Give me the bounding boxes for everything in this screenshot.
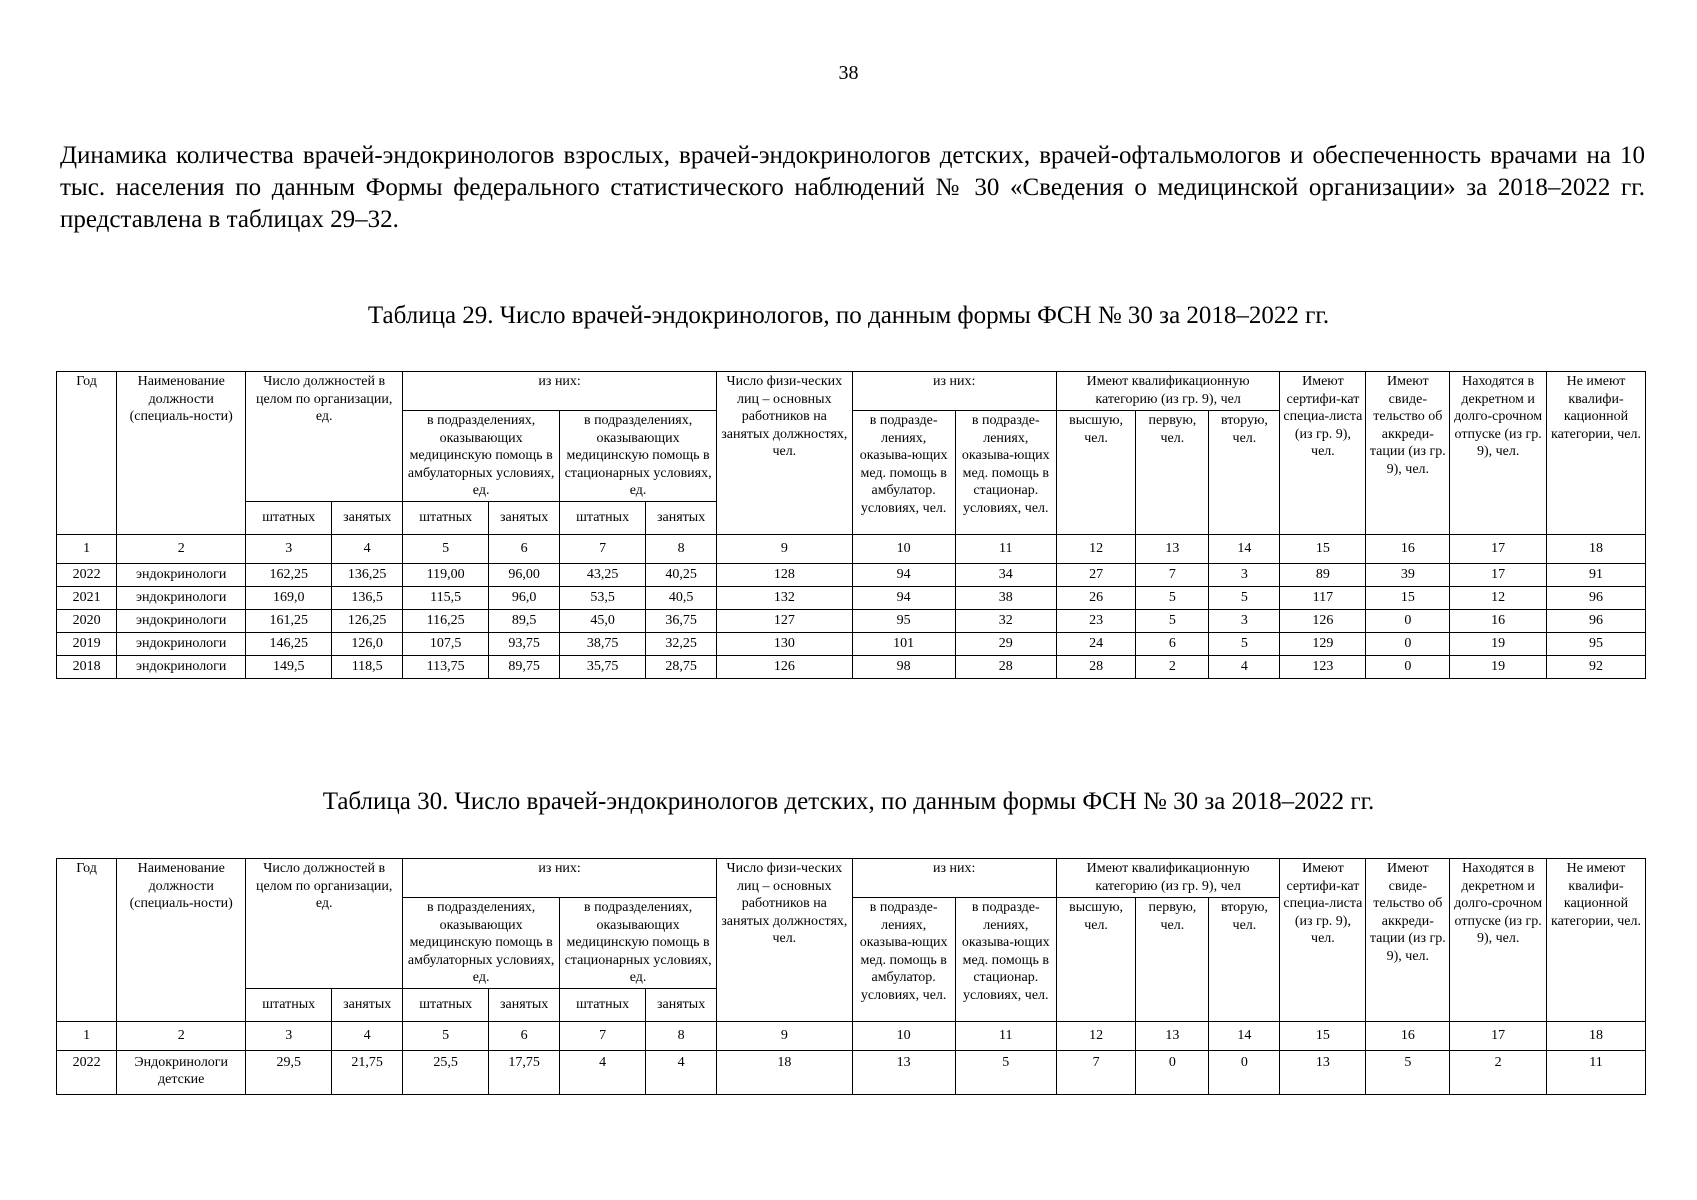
header-qual-category: Имеют квалификационную категорию (из гр. 9), чел	[1056, 372, 1280, 411]
value-cell: 0	[1366, 609, 1450, 632]
header-first: первую, чел.	[1136, 411, 1209, 535]
value-cell: 126,25	[332, 609, 403, 632]
header-occupied: занятых	[332, 501, 403, 534]
value-cell: 32	[955, 609, 1056, 632]
header-occupied: занятых	[489, 501, 560, 534]
value-cell: 101	[852, 632, 955, 655]
value-cell: 127	[717, 609, 852, 632]
column-number-cell: 17	[1450, 1021, 1547, 1050]
header-position: Наименование должности (специаль-ности)	[117, 859, 246, 1022]
column-number-cell: 14	[1209, 534, 1280, 563]
header-occupied: занятых	[489, 988, 560, 1021]
value-cell: 118,5	[332, 655, 403, 678]
column-number-cell: 10	[852, 534, 955, 563]
header-subdiv-inpatient: в подразделениях, оказывающих медицинскую помощь в стационарных условиях, ед.	[560, 411, 717, 502]
column-number-cell: 3	[246, 1021, 332, 1050]
value-cell: 162,25	[246, 563, 332, 586]
header-subdiv-outpatient: в подразделениях, оказывающих медицинскую помощь в амбулаторных условиях, ед.	[403, 411, 560, 502]
value-cell: 0	[1366, 632, 1450, 655]
value-cell: 95	[852, 609, 955, 632]
value-cell: 107,5	[403, 632, 489, 655]
value-cell: 27	[1056, 563, 1136, 586]
header-position: Наименование должности (специаль-ности)	[117, 372, 246, 535]
column-number-cell: 12	[1056, 1021, 1136, 1050]
value-cell: 39	[1366, 563, 1450, 586]
value-cell: 5	[1209, 632, 1280, 655]
value-cell: 7	[1136, 563, 1209, 586]
column-number-cell: 11	[955, 534, 1056, 563]
header-pers-outpatient: в подразде-лениях, оказыва-ющих мед. помощь в амбулатор. условиях, чел.	[852, 898, 955, 1022]
header-staff: штатных	[403, 988, 489, 1021]
value-cell: 136,5	[332, 586, 403, 609]
header-subdiv-inpatient: в подразделениях, оказывающих медицинскую помощь в стационарных условиях, ед.	[560, 898, 717, 989]
header-pers-outpatient: в подразде-лениях, оказыва-ющих мед. помощь в амбулатор. условиях, чел.	[852, 411, 955, 535]
value-cell: 96,00	[489, 563, 560, 586]
value-cell: 115,5	[403, 586, 489, 609]
value-cell: 93,75	[489, 632, 560, 655]
column-number-cell: 14	[1209, 1021, 1280, 1050]
value-cell: 94	[852, 563, 955, 586]
value-cell: 129	[1280, 632, 1366, 655]
column-number-cell: 9	[717, 534, 852, 563]
value-cell: 24	[1056, 632, 1136, 655]
value-cell: 28,75	[646, 655, 717, 678]
value-cell: 13	[852, 1050, 955, 1094]
header-leave: Находятся в декретном и долго-срочном отпуске (из гр. 9), чел.	[1450, 372, 1547, 535]
position-cell: Эндокринологи детские	[117, 1050, 246, 1094]
header-physical-persons: Число физи-ческих лиц – основных работников на занятых должностях, чел.	[717, 372, 852, 535]
year-cell: 2020	[57, 609, 117, 632]
year-cell: 2019	[57, 632, 117, 655]
value-cell: 17,75	[489, 1050, 560, 1094]
header-occupied: занятых	[332, 988, 403, 1021]
column-number-cell: 4	[332, 534, 403, 563]
value-cell: 4	[560, 1050, 646, 1094]
value-cell: 25,5	[403, 1050, 489, 1094]
value-cell: 132	[717, 586, 852, 609]
header-no-category: Не имеют квалифи-кационной категории, чел.	[1547, 859, 1646, 1022]
header-staff: штатных	[246, 501, 332, 534]
position-cell: эндокринологи	[117, 609, 246, 632]
column-number-cell: 18	[1547, 1021, 1646, 1050]
header-highest: высшую, чел.	[1056, 898, 1136, 1022]
column-number-cell: 3	[246, 534, 332, 563]
column-number-cell: 13	[1136, 1021, 1209, 1050]
table-row	[57, 1050, 1646, 1094]
header-staff: штатных	[246, 988, 332, 1021]
value-cell: 23	[1056, 609, 1136, 632]
value-cell: 15	[1366, 586, 1450, 609]
value-cell: 36,75	[646, 609, 717, 632]
column-number-cell: 17	[1450, 534, 1547, 563]
value-cell: 117	[1280, 586, 1366, 609]
value-cell: 43,25	[560, 563, 646, 586]
value-cell: 29	[955, 632, 1056, 655]
value-cell: 5	[1209, 586, 1280, 609]
header-certificate: Имеют сертифи-кат специа-листа (из гр. 9), чел.	[1280, 859, 1366, 1022]
value-cell: 96,0	[489, 586, 560, 609]
value-cell: 53,5	[560, 586, 646, 609]
value-cell: 5	[955, 1050, 1056, 1094]
table-row	[57, 655, 1646, 678]
value-cell: 96	[1547, 609, 1646, 632]
position-cell: эндокринологи	[117, 563, 246, 586]
header-staff: штатных	[560, 501, 646, 534]
value-cell: 94	[852, 586, 955, 609]
column-number-cell: 8	[646, 1021, 717, 1050]
value-cell: 29,5	[246, 1050, 332, 1094]
column-number-row	[57, 1021, 1646, 1050]
column-number-cell: 12	[1056, 534, 1136, 563]
header-certificate: Имеют сертифи-кат специа-листа (из гр. 9), чел.	[1280, 372, 1366, 535]
value-cell: 35,75	[560, 655, 646, 678]
header-subdiv-outpatient: в подразделениях, оказывающих медицинскую помощь в амбулаторных условиях, ед.	[403, 898, 560, 989]
header-second: вторую, чел.	[1209, 898, 1280, 1022]
column-number-row	[57, 534, 1646, 563]
header-occupied: занятых	[646, 501, 717, 534]
value-cell: 98	[852, 655, 955, 678]
value-cell: 96	[1547, 586, 1646, 609]
header-pers-inpatient: в подразде-лениях, оказыва-ющих мед. помощь в стационар. условиях, чел.	[955, 411, 1056, 535]
header-first: первую, чел.	[1136, 898, 1209, 1022]
column-number-cell: 2	[117, 1021, 246, 1050]
value-cell: 146,25	[246, 632, 332, 655]
column-number-cell: 7	[560, 534, 646, 563]
value-cell: 126,0	[332, 632, 403, 655]
header-posts-total: Число должностей в целом по организации, ед.	[246, 859, 403, 989]
header-no-category: Не имеют квалифи-кационной категории, чел.	[1547, 372, 1646, 535]
column-number-cell: 2	[117, 534, 246, 563]
value-cell: 16	[1450, 609, 1547, 632]
column-number-cell: 10	[852, 1021, 955, 1050]
header-accreditation: Имеют свиде-тельство об аккреди-тации (из гр. 9), чел.	[1366, 859, 1450, 1022]
position-cell: эндокринологи	[117, 655, 246, 678]
column-number-cell: 11	[955, 1021, 1056, 1050]
column-number-cell: 7	[560, 1021, 646, 1050]
value-cell: 38	[955, 586, 1056, 609]
value-cell: 40,5	[646, 586, 717, 609]
column-number-cell: 13	[1136, 534, 1209, 563]
column-number-cell: 1	[57, 1021, 117, 1050]
table-29-caption: Таблица 29. Число врачей-эндокринологов, по данным формы ФСН № 30 за 2018–2022 гг.	[367, 302, 1330, 329]
value-cell: 32,25	[646, 632, 717, 655]
value-cell: 92	[1547, 655, 1646, 678]
intro-paragraph: Динамика количества врачей-эндокринологов взрослых, врачей-эндокринологов детских, врачей-офтальмологов и обеспеченность врачами на 10 тыс. населения по данным Формы федерального статистического наблюдений № 30 «Сведения о медицинской организации» за 2018–2022 гг. представлена в таблицах 29–32.	[60, 142, 1645, 233]
value-cell: 161,25	[246, 609, 332, 632]
header-accreditation: Имеют свиде-тельство об аккреди-тации (из гр. 9), чел.	[1366, 372, 1450, 535]
position-cell: эндокринологи	[117, 586, 246, 609]
column-number-cell: 8	[646, 534, 717, 563]
header-of-them: из них:	[403, 372, 717, 411]
header-staff: штатных	[560, 988, 646, 1021]
value-cell: 126	[1280, 609, 1366, 632]
value-cell: 19	[1450, 655, 1547, 678]
value-cell: 128	[717, 563, 852, 586]
value-cell: 119,00	[403, 563, 489, 586]
year-cell: 2022	[57, 1050, 117, 1094]
column-number-cell: 4	[332, 1021, 403, 1050]
header-qual-category: Имеют квалификационную категорию (из гр. 9), чел	[1056, 859, 1280, 898]
column-number-cell: 15	[1280, 534, 1366, 563]
value-cell: 19	[1450, 632, 1547, 655]
value-cell: 40,25	[646, 563, 717, 586]
column-number-cell: 1	[57, 534, 117, 563]
value-cell: 89	[1280, 563, 1366, 586]
value-cell: 123	[1280, 655, 1366, 678]
header-posts-total: Число должностей в целом по организации, ед.	[246, 372, 403, 502]
column-number-cell: 18	[1547, 534, 1646, 563]
value-cell: 136,25	[332, 563, 403, 586]
value-cell: 7	[1056, 1050, 1136, 1094]
value-cell: 13	[1280, 1050, 1366, 1094]
table-row	[57, 609, 1646, 632]
year-cell: 2018	[57, 655, 117, 678]
value-cell: 6	[1136, 632, 1209, 655]
column-number-cell: 6	[489, 534, 560, 563]
value-cell: 18	[717, 1050, 852, 1094]
year-cell: 2022	[57, 563, 117, 586]
column-number-cell: 15	[1280, 1021, 1366, 1050]
value-cell: 4	[1209, 655, 1280, 678]
value-cell: 89,75	[489, 655, 560, 678]
value-cell: 5	[1136, 586, 1209, 609]
header-staff: штатных	[403, 501, 489, 534]
header-physical-persons: Число физи-ческих лиц – основных работников на занятых должностях, чел.	[717, 859, 852, 1022]
header-of-them: из них:	[403, 859, 717, 898]
value-cell: 130	[717, 632, 852, 655]
value-cell: 0	[1209, 1050, 1280, 1094]
table-row	[57, 586, 1646, 609]
header-of-them-2: из них:	[852, 372, 1056, 411]
value-cell: 126	[717, 655, 852, 678]
position-cell: эндокринологи	[117, 632, 246, 655]
value-cell: 12	[1450, 586, 1547, 609]
header-year: Год	[57, 859, 117, 1022]
header-leave: Находятся в декретном и долго-срочном отпуске (из гр. 9), чел.	[1450, 859, 1547, 1022]
value-cell: 26	[1056, 586, 1136, 609]
header-second: вторую, чел.	[1209, 411, 1280, 535]
value-cell: 149,5	[246, 655, 332, 678]
column-number-cell: 9	[717, 1021, 852, 1050]
value-cell: 113,75	[403, 655, 489, 678]
table-30	[56, 858, 1646, 1095]
value-cell: 21,75	[332, 1050, 403, 1094]
page-number: 38	[838, 62, 859, 84]
value-cell: 0	[1366, 655, 1450, 678]
header-occupied: занятых	[646, 988, 717, 1021]
table-row	[57, 563, 1646, 586]
column-number-cell: 16	[1366, 1021, 1450, 1050]
value-cell: 45,0	[560, 609, 646, 632]
value-cell: 3	[1209, 609, 1280, 632]
value-cell: 3	[1209, 563, 1280, 586]
value-cell: 0	[1136, 1050, 1209, 1094]
value-cell: 169,0	[246, 586, 332, 609]
table-30-caption: Таблица 30. Число врачей-эндокринологов детских, по данным формы ФСН № 30 за 2018–2022 гг.	[322, 788, 1375, 815]
value-cell: 11	[1547, 1050, 1646, 1094]
value-cell: 2	[1136, 655, 1209, 678]
header-of-them-2: из них:	[852, 859, 1056, 898]
header-pers-inpatient: в подразде-лениях, оказыва-ющих мед. помощь в стационар. условиях, чел.	[955, 898, 1056, 1022]
table-29	[56, 371, 1646, 679]
value-cell: 17	[1450, 563, 1547, 586]
value-cell: 28	[955, 655, 1056, 678]
value-cell: 34	[955, 563, 1056, 586]
year-cell: 2021	[57, 586, 117, 609]
column-number-cell: 5	[403, 1021, 489, 1050]
value-cell: 4	[646, 1050, 717, 1094]
header-highest: высшую, чел.	[1056, 411, 1136, 535]
header-year: Год	[57, 372, 117, 535]
column-number-cell: 6	[489, 1021, 560, 1050]
value-cell: 5	[1366, 1050, 1450, 1094]
value-cell: 5	[1136, 609, 1209, 632]
value-cell: 38,75	[560, 632, 646, 655]
value-cell: 116,25	[403, 609, 489, 632]
value-cell: 89,5	[489, 609, 560, 632]
column-number-cell: 5	[403, 534, 489, 563]
value-cell: 95	[1547, 632, 1646, 655]
table-row	[57, 632, 1646, 655]
value-cell: 91	[1547, 563, 1646, 586]
column-number-cell: 16	[1366, 534, 1450, 563]
value-cell: 2	[1450, 1050, 1547, 1094]
value-cell: 28	[1056, 655, 1136, 678]
